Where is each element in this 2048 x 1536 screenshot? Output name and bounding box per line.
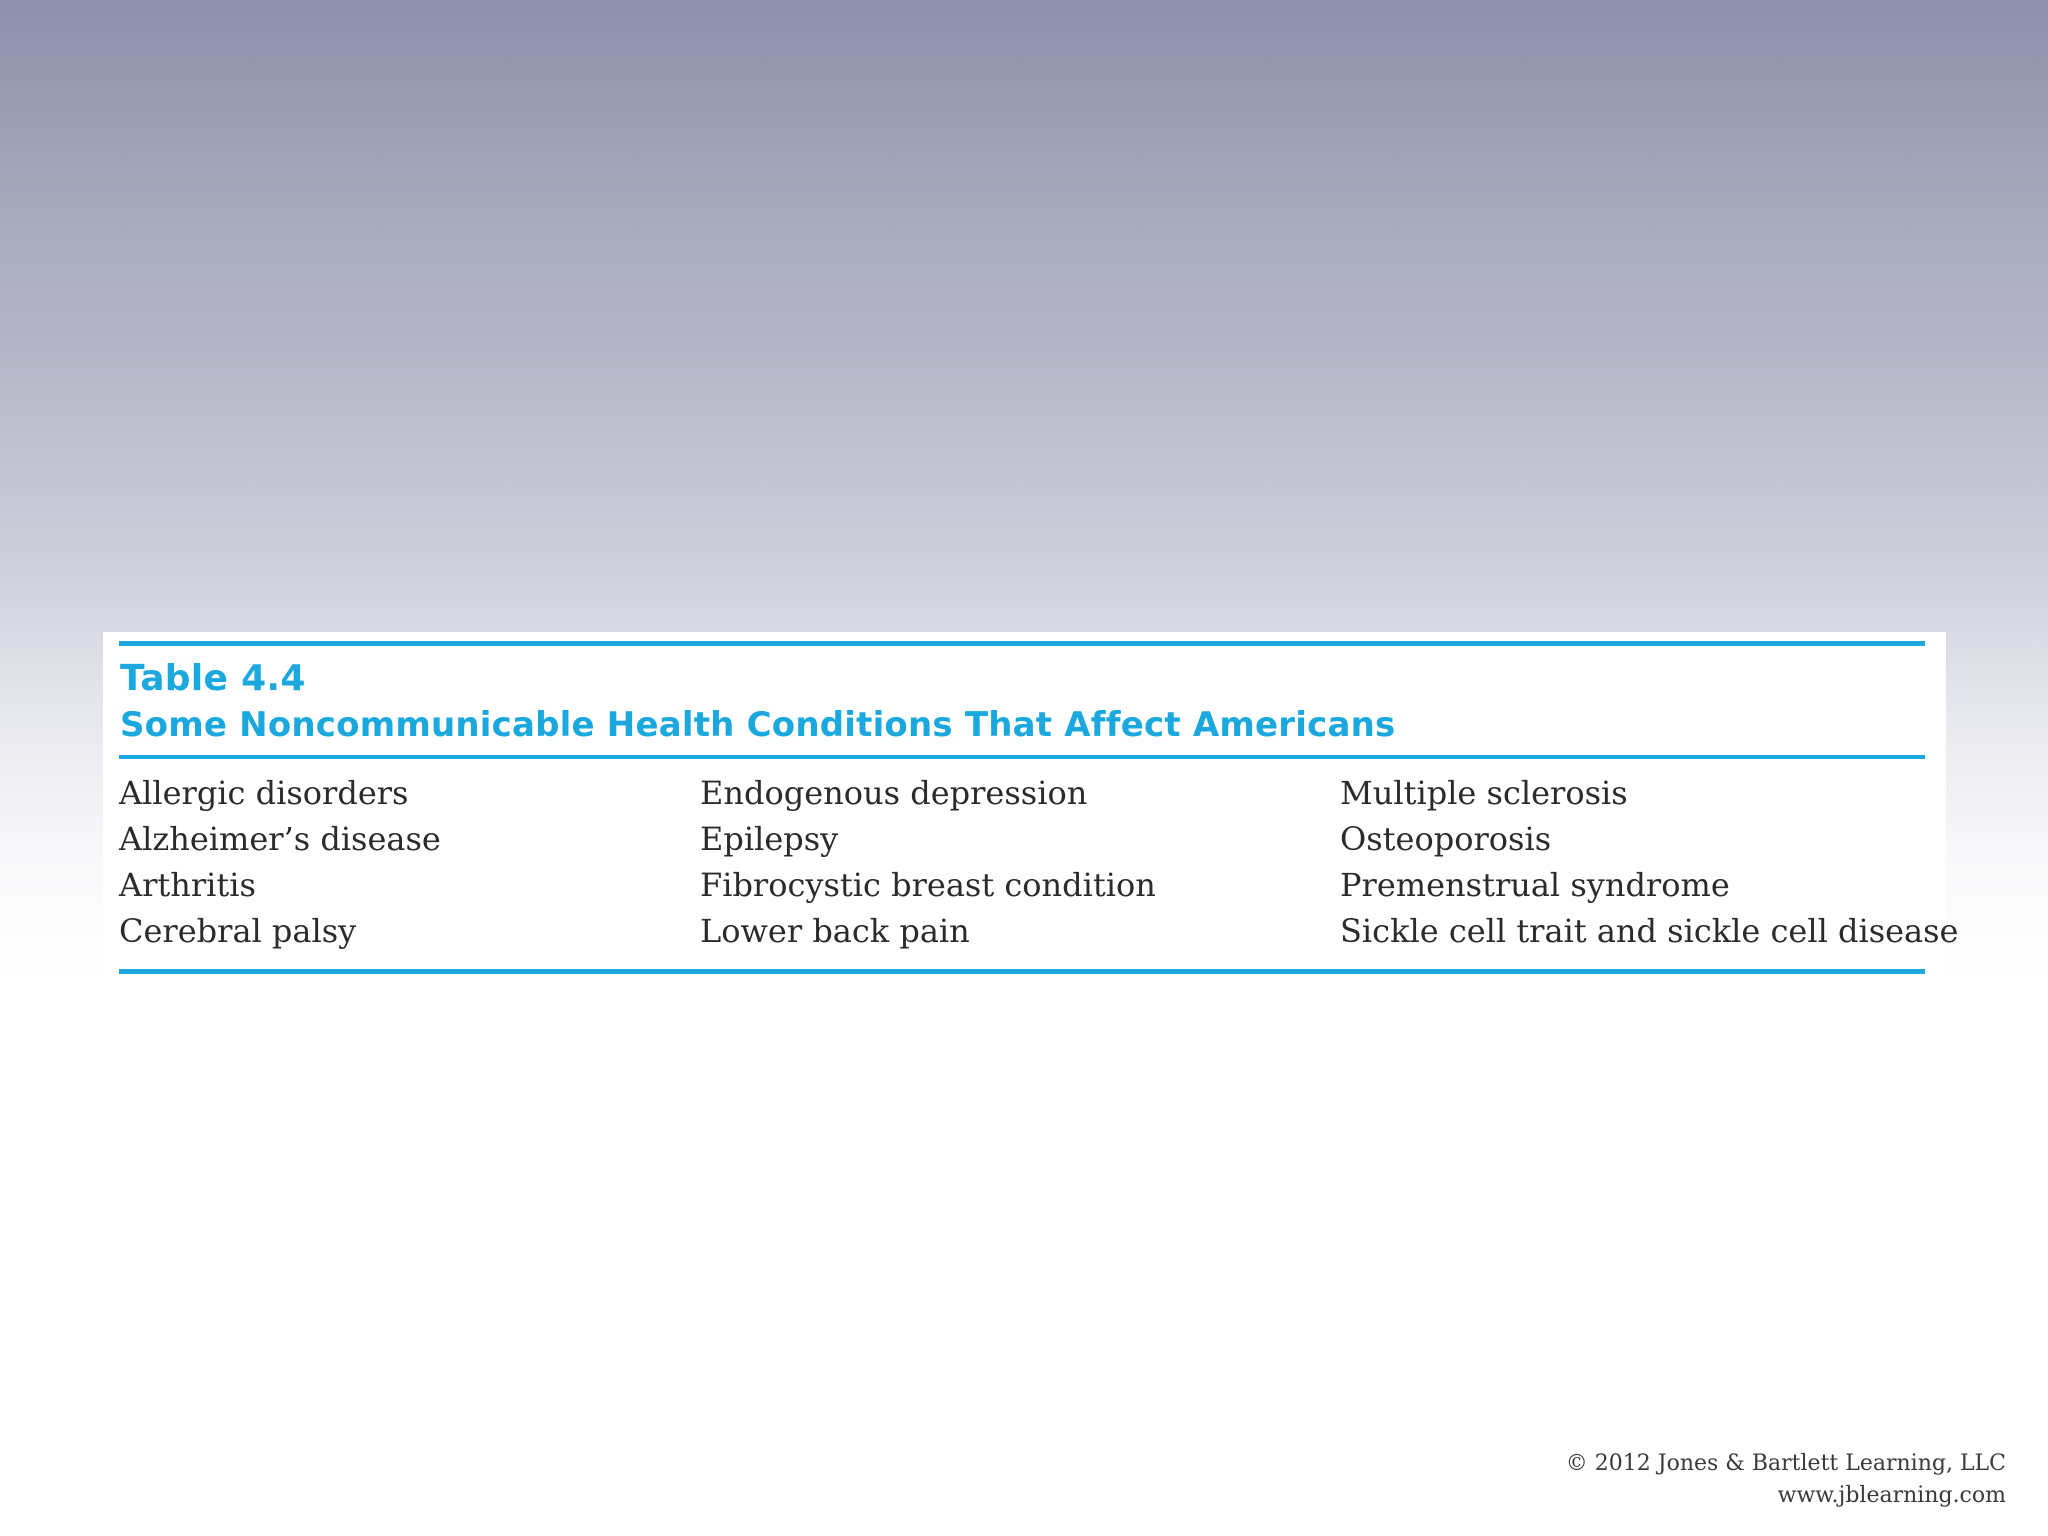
table-cell: Alzheimer’s disease (119, 820, 441, 858)
copyright-credit (1566, 1448, 2006, 1512)
table-number: Table 4.4 (120, 658, 306, 699)
table-cell: Arthritis (119, 866, 256, 904)
website-text: www.jblearning.com (1777, 1483, 2006, 1508)
table-cell: Cerebral palsy (119, 912, 357, 950)
table-header (120, 656, 1395, 748)
table-cell: Endogenous depression (700, 774, 1088, 812)
table-body (103, 770, 1959, 960)
table-cell: Multiple sclerosis (1340, 774, 1628, 812)
table-header-rule (119, 755, 1925, 759)
table-cell: Lower back pain (700, 912, 970, 950)
table-cell: Sickle cell trait and sickle cell disease (1340, 912, 1959, 950)
table-column-1 (119, 770, 441, 954)
table-bottom-rule (119, 969, 1925, 974)
table-column-2 (700, 770, 1156, 954)
table-cell: Epilepsy (700, 820, 839, 858)
table-panel (103, 632, 1959, 984)
table-top-rule (119, 641, 1925, 646)
table-column-3 (1340, 770, 1958, 954)
table-title: Some Noncommunicable Health Conditions That Affect Americans (120, 705, 1396, 745)
table-cell: Allergic disorders (119, 774, 409, 812)
table-cell: Premenstrual syndrome (1340, 866, 1730, 904)
table-cell: Fibrocystic breast condition (700, 866, 1156, 904)
copyright-text: © 2012 Jones & Bartlett Learning, LLC (1565, 1451, 2006, 1476)
table-cell: Osteoporosis (1340, 820, 1552, 858)
